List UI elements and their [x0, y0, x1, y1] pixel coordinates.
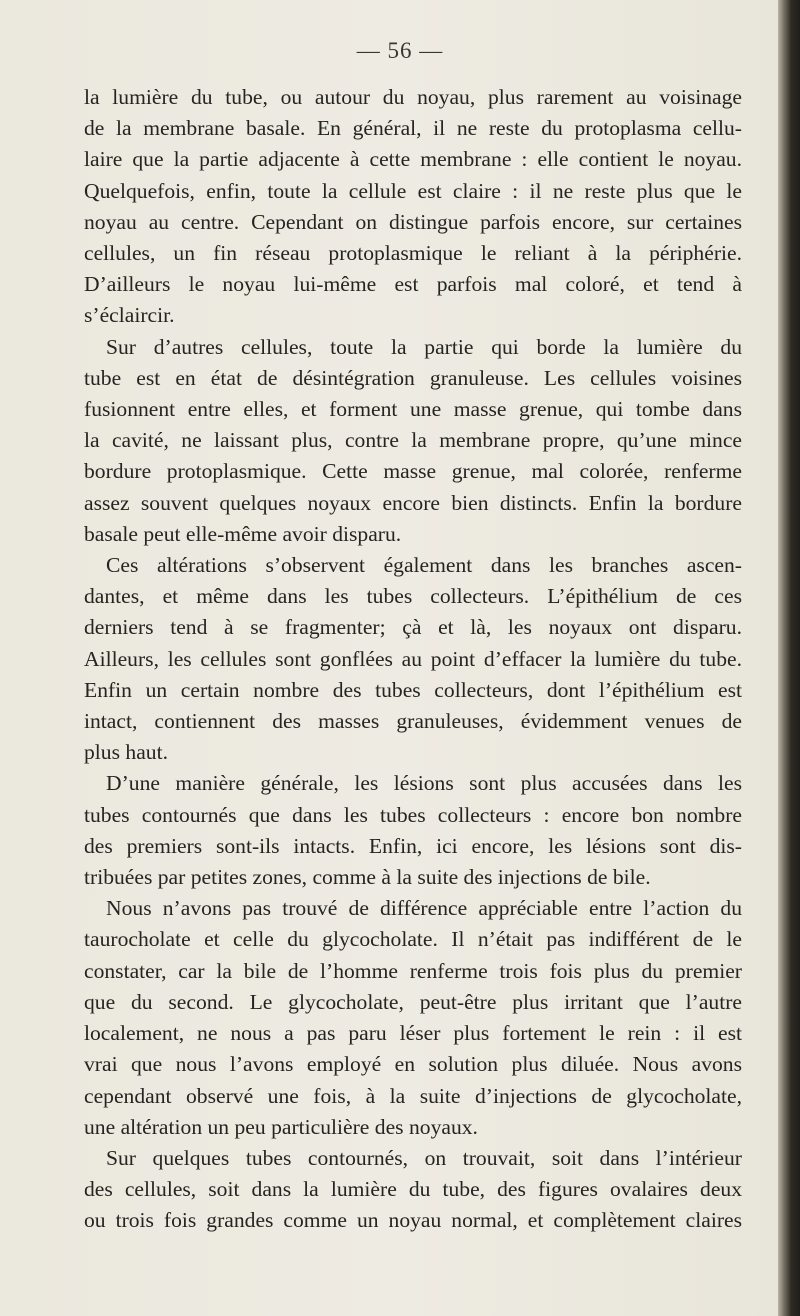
paragraph: [84, 893, 742, 1143]
text-line: D’ailleurs le noyau lui-même est parfois mal coloré, et tend à: [84, 272, 742, 297]
text-line: plus haut.: [84, 740, 168, 765]
page-edge-shadow: [778, 0, 800, 1316]
text-line: une altération un peu particulière des noyaux.: [84, 1114, 478, 1139]
text-line: des premiers sont-ils intacts. Enfin, ici encore, les lésions sont dis-: [84, 833, 742, 858]
text-line: vrai que nous l’avons employé en solution plus diluée. Nous avons: [84, 1052, 742, 1077]
text-line: basale peut elle-même avoir disparu.: [84, 521, 402, 546]
text-line: laire que la partie adjacente à cette membrane : elle contient le noyau.: [84, 147, 742, 172]
text-line: tube est en état de désintégration granuleuse. Les cellules voisines: [84, 365, 742, 390]
paragraph: [84, 768, 742, 893]
text-line: Ailleurs, les cellules sont gonflées au point d’effacer la lumière du tube.: [84, 646, 742, 671]
text-line: s’éclaircir.: [84, 303, 175, 328]
text-line: cellules, un fin réseau protoplasmique le reliant à la périphérie.: [84, 241, 742, 266]
page-number-header: — 56 —: [356, 38, 444, 63]
text-line: de la membrane basale. En général, il ne reste du protoplasma cellu-: [84, 116, 742, 141]
text-line: intact, contiennent des masses granuleuses, évidemment venues de: [84, 709, 742, 734]
text-line: D’une manière générale, les lésions sont plus accusées dans les: [106, 771, 742, 796]
text-line: des cellules, soit dans la lumière du tube, des figures ovalaires deux: [84, 1177, 742, 1202]
text-line: noyau au centre. Cependant on distingue parfois encore, sur certaines: [84, 209, 742, 234]
text-line: derniers tend à se fragmenter; çà et là, les noyaux ont disparu.: [84, 615, 742, 640]
paragraph: [84, 1143, 742, 1237]
text-line: que du second. Le glycocholate, peut-être plus irritant que l’autre: [84, 989, 742, 1014]
paragraph: [84, 550, 742, 768]
text-line: la cavité, ne laissant plus, contre la membrane propre, qu’une mince: [84, 428, 742, 453]
body-text: [84, 82, 742, 1237]
text-line: dantes, et même dans les tubes collecteurs. L’épithélium de ces: [84, 584, 742, 609]
text-line: constater, car la bile de l’homme renferme trois fois plus du premier: [84, 958, 742, 983]
text-line: tribuées par petites zones, comme à la suite des injections de bile.: [84, 865, 651, 890]
text-line: Sur quelques tubes contournés, on trouvait, soit dans l’intérieur: [106, 1145, 742, 1170]
text-line: assez souvent quelques noyaux encore bien distincts. Enfin la bordure: [84, 490, 742, 515]
text-line: Nous n’avons pas trouvé de différence appréciable entre l’action du: [106, 896, 742, 921]
text-line: ou trois fois grandes comme un noyau normal, et complètement claires: [84, 1208, 742, 1233]
text-line: bordure protoplasmique. Cette masse grenue, mal colorée, renferme: [84, 459, 742, 484]
paragraph: [84, 332, 742, 550]
text-line: taurocholate et celle du glycocholate. Il n’était pas indifférent de le: [84, 927, 742, 952]
text-line: tubes contournés que dans les tubes collecteurs : encore bon nombre: [84, 802, 742, 827]
paragraph: [84, 82, 742, 332]
text-line: la lumière du tube, ou autour du noyau, plus rarement au voisinage: [84, 85, 742, 109]
text-line: Sur d’autres cellules, toute la partie qui borde la lumière du: [106, 334, 742, 359]
text-line: localement, ne nous a pas paru léser plus fortement le rein : il est: [84, 1021, 742, 1046]
text-line: Ces altérations s’observent également dans les branches ascen-: [106, 553, 742, 578]
text-line: Quelquefois, enfin, toute la cellule est claire : il ne reste plus que le: [84, 178, 742, 203]
text-line: Enfin un certain nombre des tubes collecteurs, dont l’épithélium est: [84, 677, 742, 702]
text-line: cependant observé une fois, à la suite d’injections de glycocholate,: [84, 1083, 742, 1108]
text-line: fusionnent entre elles, et forment une masse grenue, qui tombe dans: [84, 397, 742, 422]
